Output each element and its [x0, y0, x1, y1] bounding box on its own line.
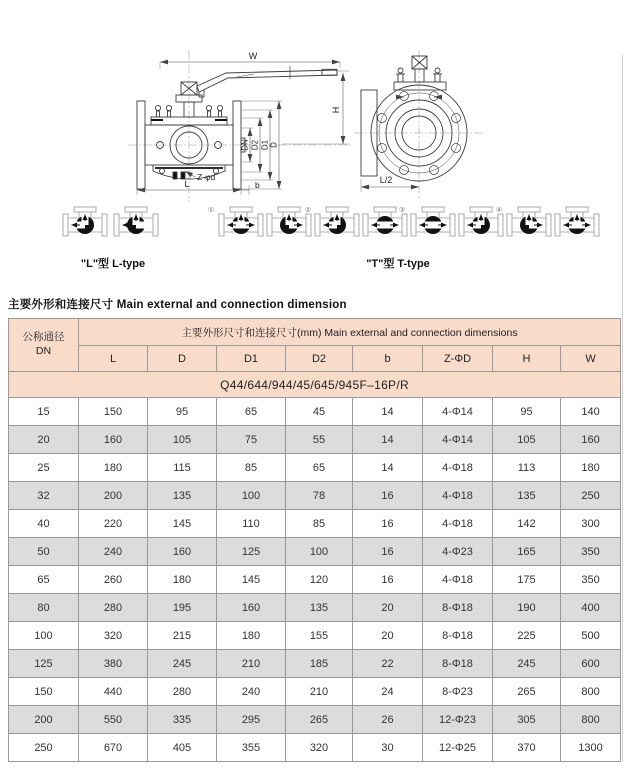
- dn-header-en: DN: [35, 345, 52, 357]
- table-cell: 800: [561, 678, 621, 706]
- table-cell: 265: [493, 678, 561, 706]
- dim-label-z-phi-d: Z-φd: [197, 172, 216, 182]
- table-cell: 20: [353, 622, 423, 650]
- table-cell: 160: [217, 594, 286, 622]
- table-cell: 200: [9, 706, 79, 734]
- table-cell: 14: [353, 398, 423, 426]
- table-cell: 190: [493, 594, 561, 622]
- table-cell: 4-Φ18: [423, 566, 493, 594]
- table-cell: 145: [217, 566, 286, 594]
- col-header-d2: D2: [286, 346, 353, 372]
- t-type-label: "T"型 T-type: [366, 258, 430, 270]
- table-cell: 135: [148, 482, 217, 510]
- table-cell: 95: [493, 398, 561, 426]
- table-cell: 380: [79, 650, 148, 678]
- table-cell: 135: [493, 482, 561, 510]
- table-row: [9, 706, 621, 734]
- table-cell: 110: [217, 510, 286, 538]
- dim-label-d: D: [269, 142, 279, 148]
- table-row: [9, 622, 621, 650]
- table-cell: 150: [9, 678, 79, 706]
- table-cell: 22: [353, 650, 423, 678]
- table-cell: 16: [353, 538, 423, 566]
- table-cell: 75: [217, 426, 286, 454]
- table-cell: 55: [286, 426, 353, 454]
- dn-header-zh: 公称通径: [22, 331, 65, 344]
- table-cell: 1300: [561, 734, 621, 762]
- table-cell: 135: [286, 594, 353, 622]
- table-cell: 185: [286, 650, 353, 678]
- table-cell: 220: [79, 510, 148, 538]
- table-cell: 245: [148, 650, 217, 678]
- table-cell: 150: [79, 398, 148, 426]
- table-cell: 100: [9, 622, 79, 650]
- table-cell: 240: [79, 538, 148, 566]
- table-row: [9, 482, 621, 510]
- table-cell: 85: [286, 510, 353, 538]
- table-cell: 200: [79, 482, 148, 510]
- table-cell: 245: [493, 650, 561, 678]
- table-row: [9, 398, 621, 426]
- table-cell: 16: [353, 510, 423, 538]
- dim-label-b: b: [255, 180, 260, 190]
- table-cell: 300: [561, 510, 621, 538]
- page-edge-line: [622, 55, 623, 762]
- col-header-d1: D1: [217, 346, 286, 372]
- table-cell: 26: [353, 706, 423, 734]
- table-cell: 8-Φ18: [423, 622, 493, 650]
- table-cell: 125: [217, 538, 286, 566]
- table-cell: 180: [561, 454, 621, 482]
- table-cell: 78: [286, 482, 353, 510]
- table-cell: 40: [9, 510, 79, 538]
- table-cell: 260: [79, 566, 148, 594]
- table-cell: 24: [353, 678, 423, 706]
- table-row: [9, 510, 621, 538]
- table-cell: 32: [9, 482, 79, 510]
- table-cell: 15: [9, 398, 79, 426]
- table-cell: 600: [561, 650, 621, 678]
- table-cell: 45: [286, 398, 353, 426]
- table-cell: 65: [9, 566, 79, 594]
- table-cell: 100: [286, 538, 353, 566]
- table-cell: 100: [217, 482, 286, 510]
- table-cell: 165: [493, 538, 561, 566]
- marker-2: ②: [304, 207, 312, 214]
- table-cell: 80: [9, 594, 79, 622]
- table-cell: 295: [217, 706, 286, 734]
- table-cell: 350: [561, 538, 621, 566]
- table-cell: 195: [148, 594, 217, 622]
- col-header-w: W: [561, 346, 621, 372]
- dim-label-d2: D2: [250, 139, 260, 151]
- table-cell: 440: [79, 678, 148, 706]
- table-cell: 210: [217, 650, 286, 678]
- col-header-l: L: [79, 346, 148, 372]
- table-cell: 8-Φ23: [423, 678, 493, 706]
- l-type-flow-diagrams: [63, 207, 158, 236]
- table-cell: 160: [561, 426, 621, 454]
- marker-1: ①: [207, 207, 215, 214]
- table-cell: 180: [217, 622, 286, 650]
- table-cell: 12-Φ25: [423, 734, 493, 762]
- table-cell: 400: [561, 594, 621, 622]
- table-cell: 250: [9, 734, 79, 762]
- table-cell: 8-Φ18: [423, 650, 493, 678]
- col-header-h: H: [493, 346, 561, 372]
- table-cell: 115: [148, 454, 217, 482]
- marker-4: ④: [495, 207, 503, 214]
- l-type-label: "L"型 L-type: [80, 258, 146, 270]
- table-row: [9, 734, 621, 762]
- table-cell: 105: [148, 426, 217, 454]
- table-cell: 175: [493, 566, 561, 594]
- table-cell: 20: [353, 594, 423, 622]
- table-cell: 65: [286, 454, 353, 482]
- table-cell: 4-Φ14: [423, 426, 493, 454]
- dim-label-d1: D1: [260, 139, 270, 151]
- table-cell: 280: [148, 678, 217, 706]
- table-cell: 140: [561, 398, 621, 426]
- table-cell: 355: [217, 734, 286, 762]
- table-cell: 670: [79, 734, 148, 762]
- table-cell: 142: [493, 510, 561, 538]
- table-cell: 8-Φ18: [423, 594, 493, 622]
- series-model-row: Q44/644/944/45/645/945F–16P/R: [9, 372, 621, 398]
- table-cell: 12-Φ23: [423, 706, 493, 734]
- table-cell: 30: [353, 734, 423, 762]
- table-cell: 120: [286, 566, 353, 594]
- group-header: 主要外形尺寸和连接尺寸(mm) Main external and connection dimensions: [79, 319, 621, 346]
- table-cell: 350: [561, 566, 621, 594]
- dim-label-l: L: [184, 179, 190, 189]
- table-cell: 105: [493, 426, 561, 454]
- table-cell: 215: [148, 622, 217, 650]
- table-cell: 405: [148, 734, 217, 762]
- dim-label-w: W: [248, 51, 258, 61]
- valve-front-view: [128, 50, 352, 202]
- valve-technical-drawing: [0, 40, 630, 288]
- table-cell: 4-Φ18: [423, 454, 493, 482]
- table-cell: 210: [286, 678, 353, 706]
- table-cell: 335: [148, 706, 217, 734]
- table-cell: 95: [148, 398, 217, 426]
- dim-label-h: H: [331, 106, 341, 114]
- table-cell: 305: [493, 706, 561, 734]
- t-type-flow-diagrams: [219, 207, 599, 236]
- dimension-table: [8, 318, 621, 762]
- table-cell: 145: [148, 510, 217, 538]
- dn-column-header: [9, 319, 79, 372]
- table-cell: 500: [561, 622, 621, 650]
- table-cell: 14: [353, 426, 423, 454]
- table-row: [9, 678, 621, 706]
- table-row: [9, 426, 621, 454]
- table-cell: 250: [561, 482, 621, 510]
- table-cell: 550: [79, 706, 148, 734]
- marker-3: ③: [398, 207, 406, 214]
- table-cell: 160: [79, 426, 148, 454]
- table-cell: 85: [217, 454, 286, 482]
- table-cell: 16: [353, 482, 423, 510]
- table-cell: 160: [148, 538, 217, 566]
- table-cell: 4-Φ18: [423, 482, 493, 510]
- table-cell: 155: [286, 622, 353, 650]
- table-row: [9, 538, 621, 566]
- col-header-d: D: [148, 346, 217, 372]
- table-cell: 225: [493, 622, 561, 650]
- table-cell: 320: [79, 622, 148, 650]
- table-cell: 65: [217, 398, 286, 426]
- table-cell: 800: [561, 706, 621, 734]
- col-header-b: b: [353, 346, 423, 372]
- table-cell: 20: [9, 426, 79, 454]
- table-cell: 280: [79, 594, 148, 622]
- table-cell: 370: [493, 734, 561, 762]
- table-cell: 50: [9, 538, 79, 566]
- table-cell: 14: [353, 454, 423, 482]
- table-cell: 16: [353, 566, 423, 594]
- table-cell: 25: [9, 454, 79, 482]
- table-cell: 180: [79, 454, 148, 482]
- col-header-z-phi-d: Z-ΦD: [423, 346, 493, 372]
- table-cell: 4-Φ18: [423, 510, 493, 538]
- table-cell: 4-Φ23: [423, 538, 493, 566]
- table-cell: 240: [217, 678, 286, 706]
- table-cell: 180: [148, 566, 217, 594]
- front-view-dimensions: [137, 62, 349, 195]
- table-cell: 113: [493, 454, 561, 482]
- table-title: 主要外形和连接尺寸 Main external and connection dimension: [8, 299, 347, 311]
- table-cell: 320: [286, 734, 353, 762]
- valve-side-view: [354, 50, 484, 198]
- flow-type-labels: [81, 256, 430, 270]
- table-cell: 125: [9, 650, 79, 678]
- table-row: [9, 566, 621, 594]
- table-cell: 265: [286, 706, 353, 734]
- table-body: [9, 398, 621, 762]
- table-row: [9, 650, 621, 678]
- dim-label-dn: DN: [240, 139, 250, 151]
- dim-label-l-half: L/2: [379, 175, 393, 185]
- table-row: [9, 594, 621, 622]
- table-row: [9, 454, 621, 482]
- table-cell: 4-Φ14: [423, 398, 493, 426]
